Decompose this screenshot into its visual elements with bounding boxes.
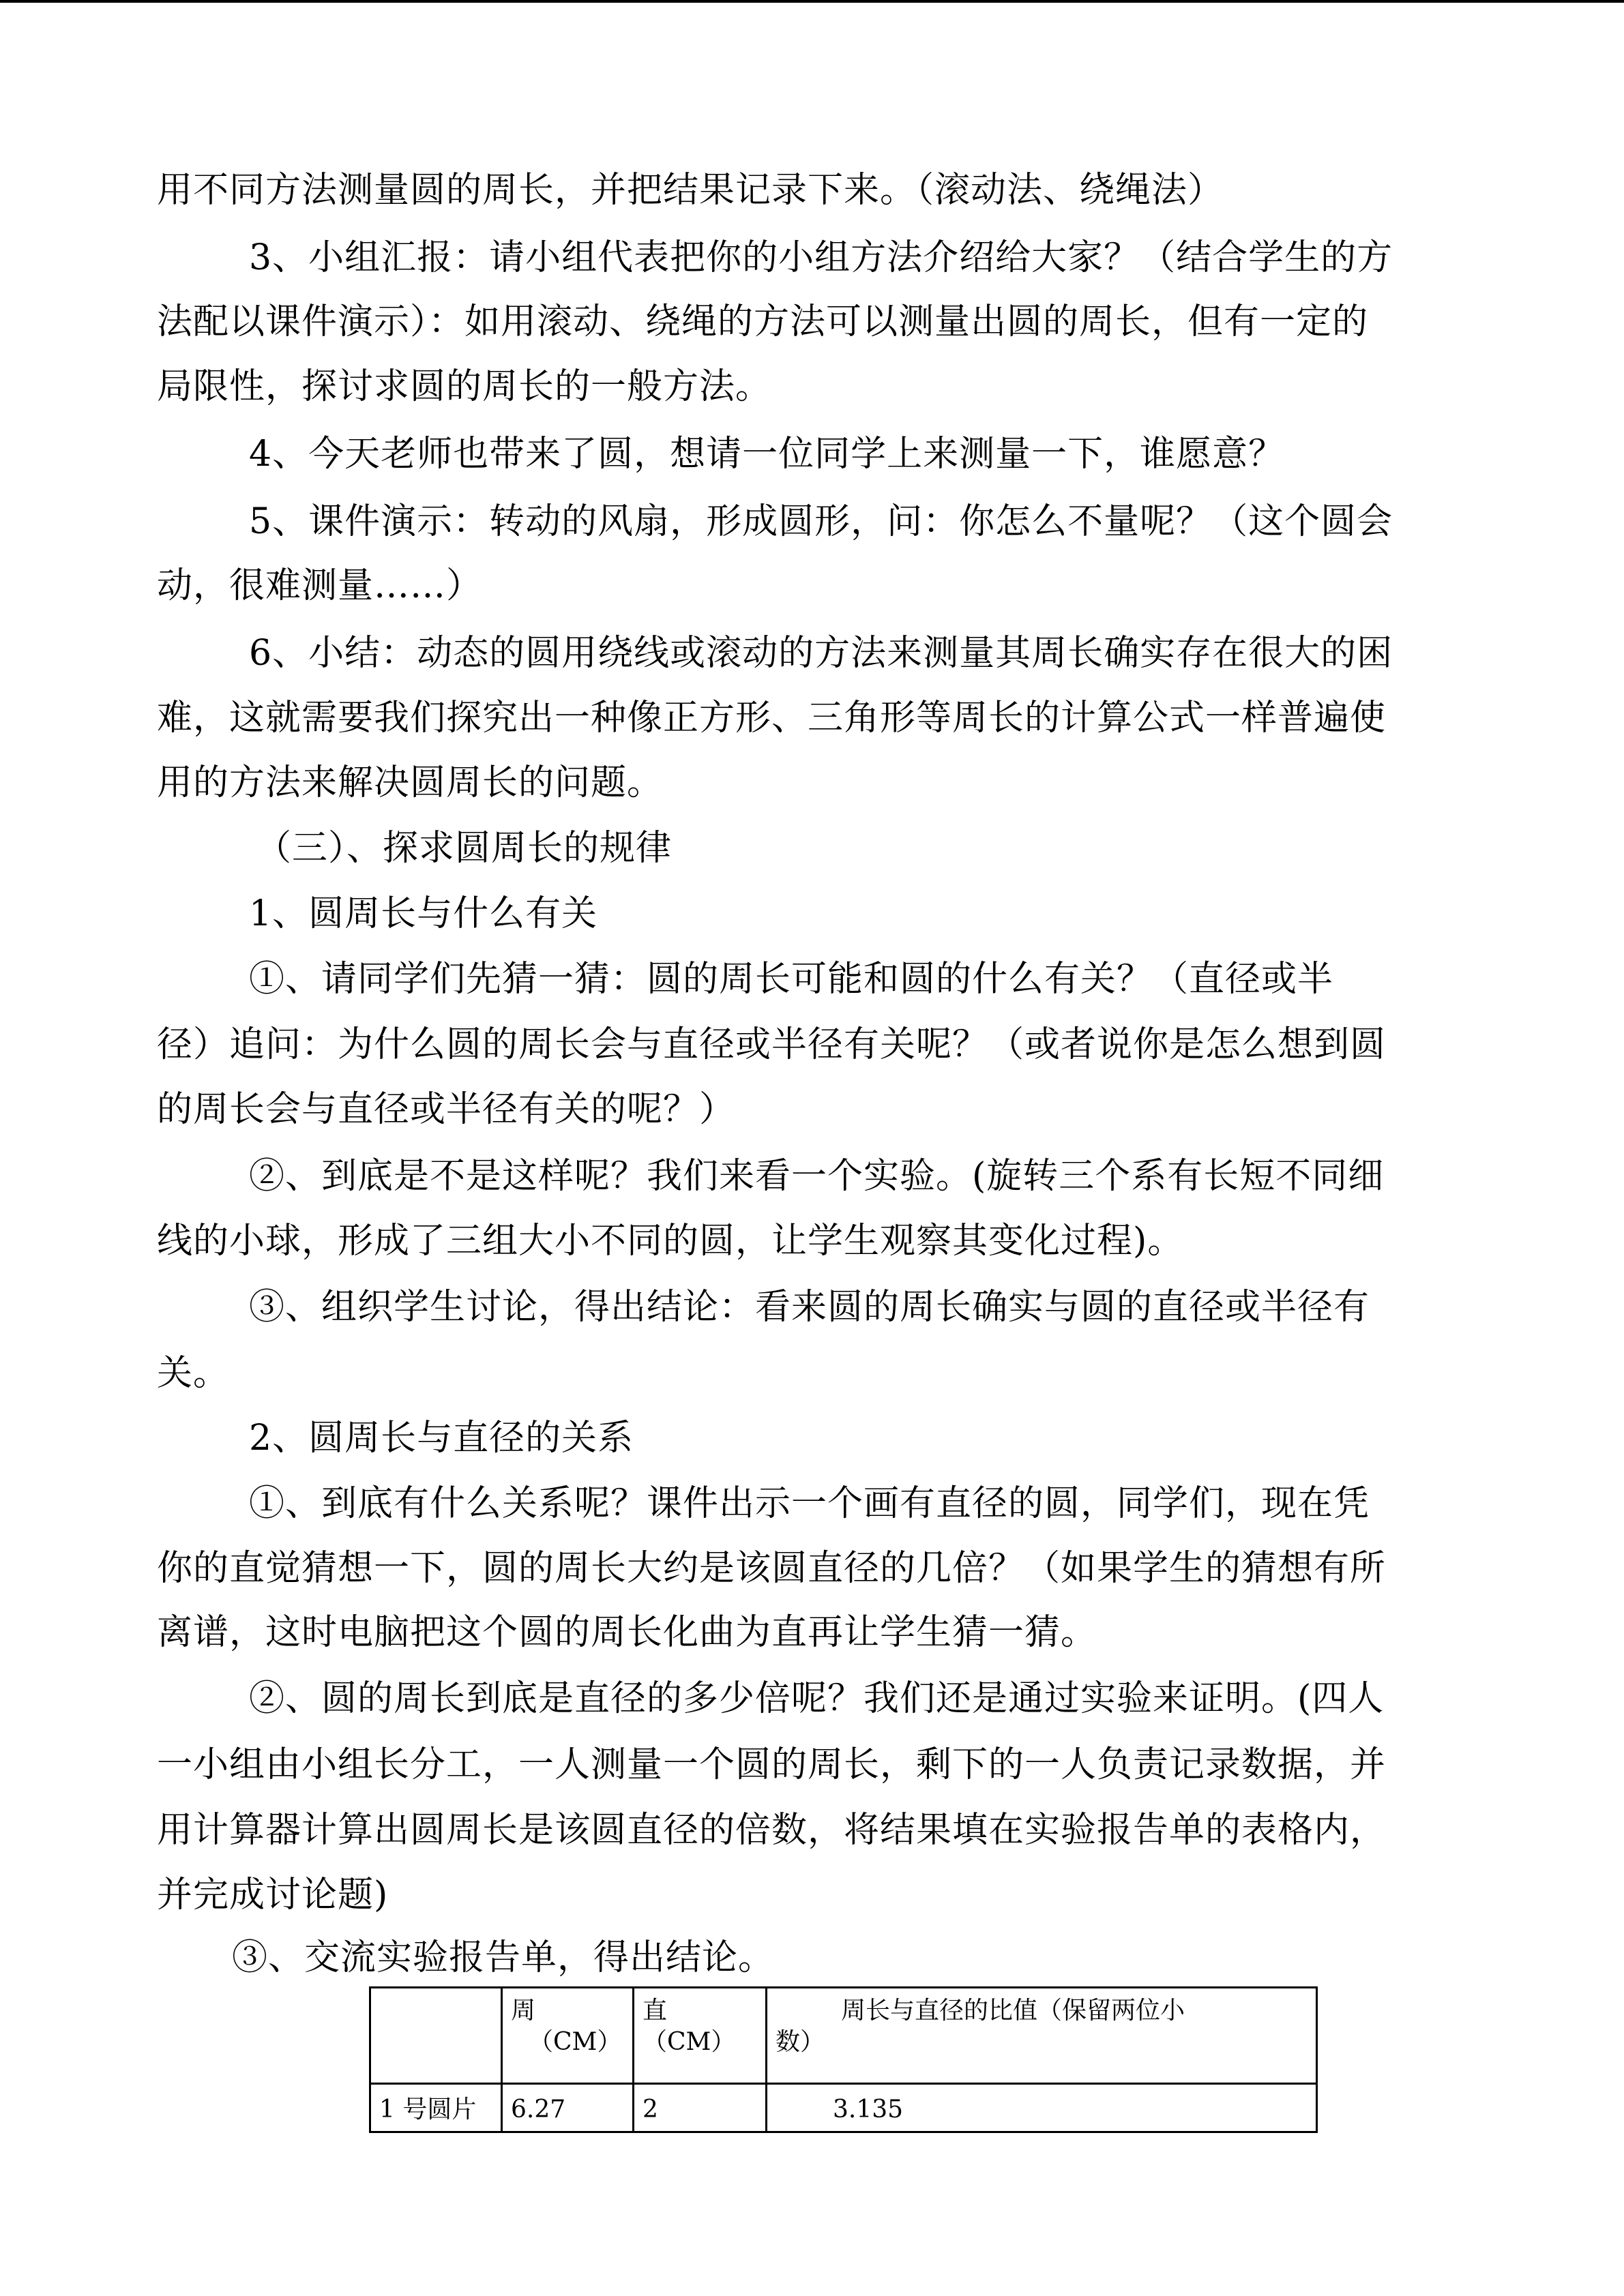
paragraph-line: 线的小球，形成了三组大小不同的圆，让学生观察其变化过程)。 xyxy=(157,1221,1184,1262)
paragraph-line: 动，很难测量……） xyxy=(157,565,483,606)
paragraph-line: 3、小组汇报：请小组代表把你的小组方法介绍给大家？（结合学生的方 xyxy=(249,237,1393,278)
paragraph-line: 用的方法来解决圆周长的问题。 xyxy=(157,762,664,803)
paragraph-line: 一小组由小组长分工，一人测量一个圆的周长，剩下的一人负责记录数据，并 xyxy=(157,1744,1387,1785)
header-unit: （CM） xyxy=(529,2028,622,2056)
subsection-heading: 1、圆周长与什么有关 xyxy=(249,893,598,934)
header-text: 周 xyxy=(511,1997,536,2025)
paragraph-line: 局限性，探讨求圆的周长的一般方法。 xyxy=(157,366,772,407)
experiment-report-table xyxy=(369,1986,1318,2133)
circumference-value: 6.27 xyxy=(502,2084,634,2132)
paragraph-line: ①、请同学们先猜一猜：圆的周长可能和圆的什么有关？（直径或半 xyxy=(249,959,1334,1000)
paragraph-line: 法配以课件演示）：如用滚动、绕绳的方法可以测量出圆的周长，但有一定的 xyxy=(157,301,1369,342)
paragraph-line: 用计算器计算出圆周长是该圆直径的倍数，将结果填在实验报告单的表格内， xyxy=(157,1810,1387,1851)
section-heading: （三）、探求圆周长的规律 xyxy=(256,828,673,869)
paragraph-line: 你的直觉猜想一下，圆的周长大约是该圆直径的几倍？（如果学生的猜想有所 xyxy=(157,1548,1387,1589)
paragraph-line: 关。 xyxy=(157,1353,230,1394)
paragraph-line: 难，这就需要我们探究出一种像正方形、三角形等周长的计算公式一样普遍使 xyxy=(157,698,1387,739)
header-unit: （CM） xyxy=(643,2028,736,2056)
row-label: 1 号圆片 xyxy=(370,2084,502,2132)
diameter-value: 2 xyxy=(634,2084,767,2132)
subsection-heading: 2、圆周长与直径的关系 xyxy=(249,1418,634,1459)
header-text: 周长与直径的比值（保留两位小 xyxy=(841,1997,1185,2025)
paragraph-line: 并完成讨论题) xyxy=(157,1875,389,1915)
paragraph-line: 6、小结：动态的圆用绕线或滚动的方法来测量其周长确实存在很大的困 xyxy=(249,633,1393,674)
header-cell-empty xyxy=(370,1988,502,2084)
paragraph-line: 的周长会与直径或半径有关的呢？） xyxy=(157,1089,736,1130)
ratio-value: 3.135 xyxy=(767,2084,1317,2132)
paragraph-line: ②、圆的周长到底是直径的多少倍呢？我们还是通过实验来证明。(四人 xyxy=(249,1678,1385,1719)
paragraph-line: ③、交流实验报告单，得出结论。 xyxy=(232,1937,775,1978)
header-text: 直 xyxy=(643,1997,668,2025)
header-cell-ratio xyxy=(767,1988,1317,2084)
header-cell-circumference xyxy=(502,1988,634,2084)
table-header-row xyxy=(370,1988,1317,2084)
paragraph-line: 离谱，这时电脑把这个圆的周长化曲为直再让学生猜一猜。 xyxy=(157,1612,1097,1653)
paragraph-line: 用不同方法测量圆的周长，并把结果记录下来。（滚动法、绕绳法） xyxy=(157,170,1224,211)
header-text: 数） xyxy=(776,2028,825,2056)
paragraph-line: ③、组织学生讨论，得出结论：看来圆的周长确实与圆的直径或半径有 xyxy=(249,1287,1370,1328)
header-cell-diameter xyxy=(634,1988,767,2084)
table-row xyxy=(370,2084,1317,2132)
paragraph-line: ②、到底是不是这样呢？我们来看一个实验。(旋转三个系有长短不同细 xyxy=(249,1156,1385,1197)
paragraph-line: 4、今天老师也带来了圆，想请一位同学上来测量一下，谁愿意？ xyxy=(249,434,1285,475)
paragraph-line: ①、到底有什么关系呢？课件出示一个画有直径的圆，同学们，现在凭 xyxy=(249,1483,1370,1524)
paragraph-line: 径）追问：为什么圆的周长会与直径或半径有关呢？（或者说你是怎么想到圆 xyxy=(157,1024,1387,1065)
paragraph-line: 5、课件演示：转动的风扇，形成圆形，问：你怎么不量呢？（这个圆会 xyxy=(249,501,1393,542)
